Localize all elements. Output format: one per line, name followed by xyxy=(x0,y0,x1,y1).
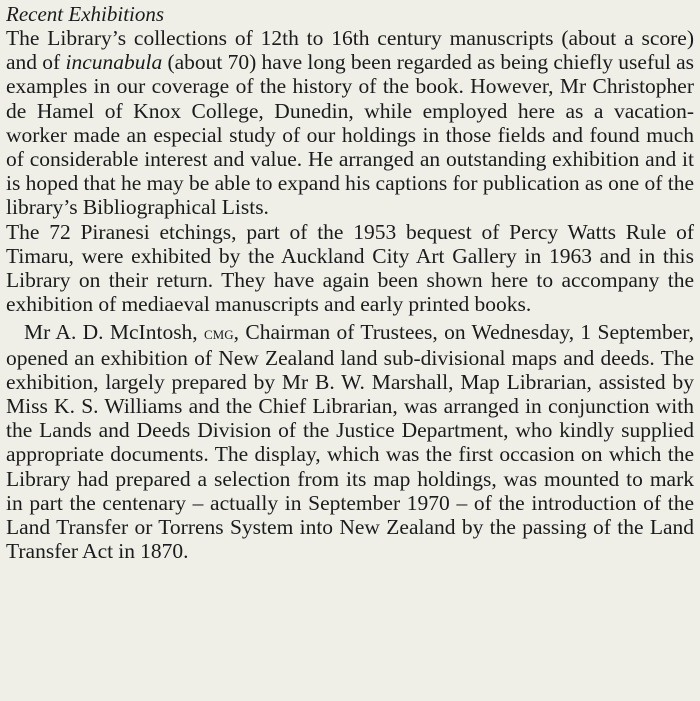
section-heading: Recent Exhibitions xyxy=(6,2,165,26)
paragraph-manuscripts-text-1: The Library’s collections of 12th to 16th century manuscripts (about a score) and of xyxy=(6,26,694,75)
incunabula-term: incunabula xyxy=(65,50,163,75)
paragraph-manuscripts xyxy=(6,26,694,220)
paragraph-maps-text-2: , Chairman of Trustees, on Wednesday, 1 September, opened an exhibition of New Zealand land sub-divisional maps and deeds. The exhibition, largely prepared by Mr B. W. Marshall, Map Librarian, assisted by Miss K. S. Williams and the Chief Librarian, was arranged in conjunction with the Lands and Deeds Division of the Justice Department, who kindly supplied appropriate documents. The display, which was the first occasion on which the Library had prepared a selection from its map holdings, was mounted to mark in part the centenary – actually in September 1970 – of the introduction of the Land Transfer or Torrens System into New Zealand by the passing of the Land Transfer Act in 1870. xyxy=(6,320,694,564)
paragraph-maps-exhibition xyxy=(6,320,694,563)
paragraph-piranesi: The 72 Piranesi etchings, part of the 1953 bequest of Percy Watts Rule of Timaru, were exhibited by the Auckland City Art Gallery in 1963 and in this Library on their return. They have again been shown here to accompany the exhibition of mediaeval manuscripts and early printed books. xyxy=(6,219,694,317)
honorific-cmg: cmg xyxy=(204,323,234,344)
paragraph-maps-text-1: Mr A. D. McIntosh, xyxy=(24,320,205,345)
paragraph-manuscripts-text-2: (about 70) have long been regarded as being chiefly useful as examples in our coverage of the history of the book. However, Mr Christopher de Hamel of Knox College, Dunedin, while employed here as a vacation-worker made an especial study of our holdings in those fields and found much of considerable interest and value. He arranged an outstanding exhibition and it is hoped that he may be able to expand his captions for publication as one of the library’s Bibliographical Lists. xyxy=(6,50,694,220)
document-page xyxy=(0,2,700,701)
